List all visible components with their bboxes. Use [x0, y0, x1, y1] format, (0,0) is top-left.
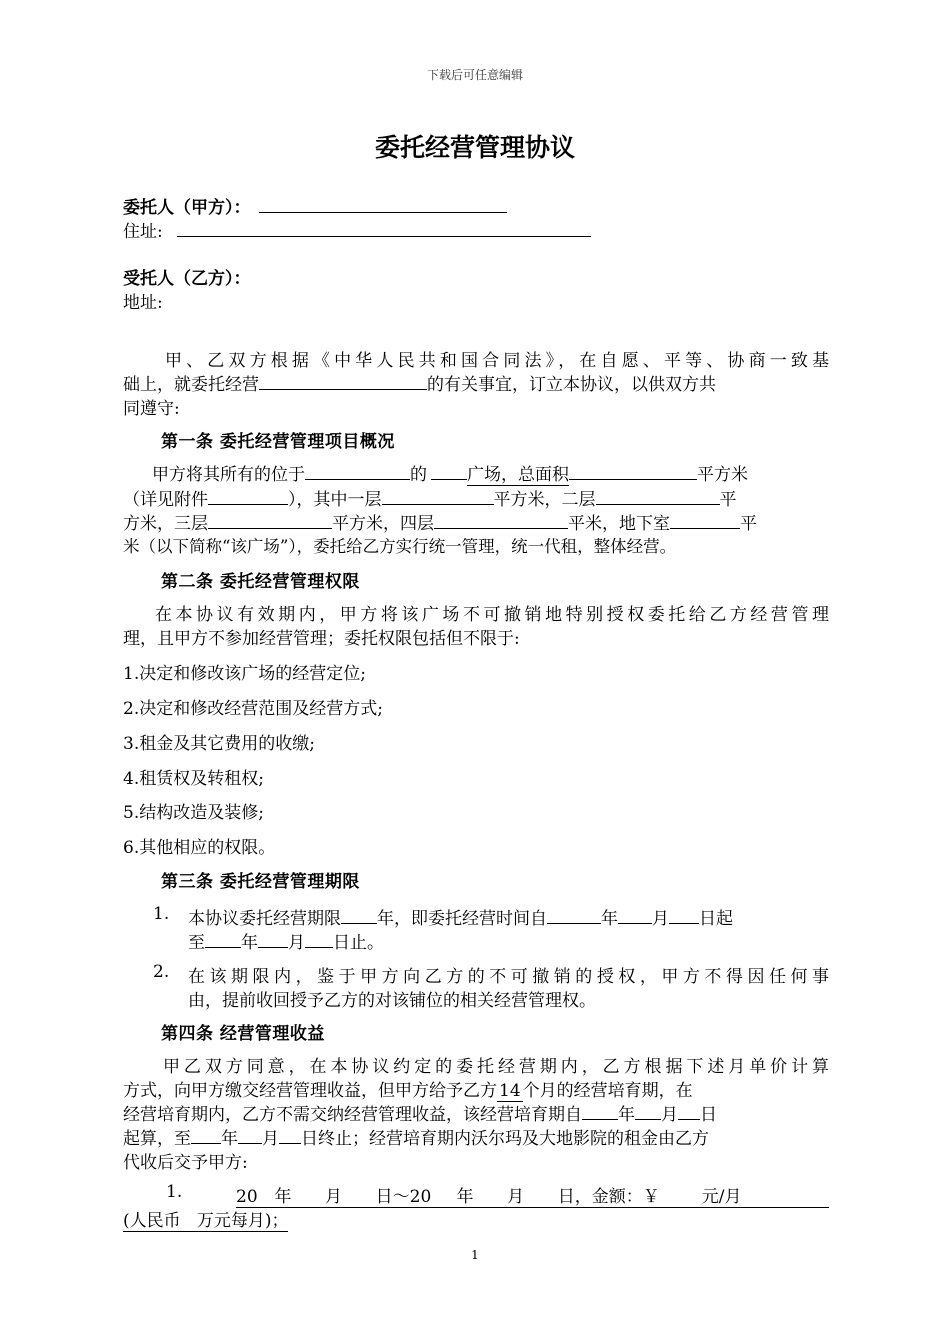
a1-text-f: ），其中一层 — [288, 490, 382, 510]
a1-floor3-blank[interactable] — [208, 513, 332, 529]
article-1-line-1 — [152, 460, 829, 485]
a1-text-d: 平方米 — [697, 465, 748, 485]
article-4-payment-line-2: (人民币 万元每月)； — [123, 1206, 288, 1232]
a3-start-month-blank[interactable] — [618, 908, 652, 924]
a4-start-day-blank[interactable] — [678, 1104, 700, 1120]
a1-text-e: （详见附件 — [123, 490, 208, 510]
a4-text-c: 经营培育期内，乙方不需交纳经营管理收益，该经营培育期自 — [123, 1105, 582, 1125]
a4-start-month-blank[interactable] — [635, 1104, 661, 1120]
a1-location-blank[interactable] — [305, 464, 410, 480]
a3-text-d: 月 — [652, 909, 669, 929]
party-a-label — [123, 193, 507, 218]
article-2-line-2: 理，且甲方不参加经营管理；委托权限包括但不限于: — [123, 629, 520, 649]
article-2-item-6: 6.其他相应的权限。 — [123, 838, 276, 858]
a3-text-a: 本协议委托经营期限 — [188, 909, 341, 929]
a3-end-year-blank[interactable] — [205, 932, 241, 948]
intro-line-2 — [123, 370, 829, 395]
a3-text-g: 年 — [241, 933, 258, 953]
article-2-heading: 第二条 委托经营管理权限 — [161, 572, 360, 592]
article-2-item-2: 2.决定和修改经营范围及经营方式; — [123, 699, 383, 719]
party-a-blank[interactable] — [259, 197, 507, 213]
a1-plaza-blank[interactable] — [431, 464, 467, 480]
article-4-line-5: 代收后交予甲方: — [123, 1153, 248, 1173]
page-number: 1 — [471, 1248, 479, 1262]
article-2-line-1: 在本协议有效期内，甲方将该广场不可撤销地特别授权委托给乙方经营管理 — [155, 605, 829, 625]
article-4-payment-line-1: 20 年 月 日～20 年 月 日，金额：￥ 元/月 — [236, 1182, 829, 1208]
a3-text-c: 年 — [601, 909, 618, 929]
a4-text-j: 日终止；经营培育期内沃尔玛及大地影院的租金由乙方 — [301, 1129, 709, 1149]
party-a-label-text: 委托人（甲方）： — [123, 198, 251, 218]
a1-text-b: 的 — [410, 465, 427, 485]
a4-start-year-blank[interactable] — [582, 1104, 618, 1120]
article-3-heading: 第三条 委托经营管理期限 — [161, 872, 360, 892]
article-3-item-1-number: 1. — [153, 904, 170, 924]
party-a-address — [123, 217, 591, 242]
a1-text-c: 广场，总面积 — [467, 465, 569, 485]
a4-months: 14 — [499, 1081, 521, 1101]
a4-text-g: 起算，至 — [123, 1129, 191, 1149]
article-2-item-3: 3.租金及其它费用的收缴; — [123, 734, 315, 754]
article-2-item-1: 1.决定和修改该广场的经营定位; — [123, 664, 366, 684]
intro-line-2a: 础上，就委托经营 — [123, 375, 259, 395]
a1-text-j: 平方米，四层 — [332, 514, 434, 534]
a4-end-day-blank[interactable] — [279, 1128, 301, 1144]
intro-line-3: 同遵守: — [123, 399, 180, 419]
article-4-line-1: 甲乙双方同意，在本协议约定的委托经营期内，乙方根据下述月单价计算 — [163, 1057, 829, 1077]
a1-floor1-blank[interactable] — [382, 489, 494, 505]
article-1-line-3 — [123, 509, 829, 534]
article-1-line-4: 米（以下简称“该广场”），委托给乙方实行统一管理，统一代租，整体经营。 — [123, 537, 677, 556]
a1-attachment-blank[interactable] — [208, 489, 288, 505]
intro-line-1: 甲、乙双方根据《中华人民共和国合同法》，在自愿、平等、协商一致基 — [165, 351, 829, 371]
a4-text-e: 月 — [661, 1105, 678, 1125]
a3-start-year-blank[interactable] — [547, 908, 601, 924]
a4-text-a: 方式，向甲方缴交经营管理收益，但甲方给予乙方 — [123, 1081, 497, 1101]
party-a-address-blank[interactable] — [177, 221, 591, 237]
a3-text-e: 日起 — [699, 909, 733, 929]
a4-end-month-blank[interactable] — [238, 1128, 262, 1144]
article-2-item-4: 4.租赁权及转租权; — [123, 769, 264, 789]
document-title: 委托经营管理协议 — [374, 133, 575, 162]
a3-years-blank[interactable] — [341, 908, 377, 924]
a1-area-blank[interactable] — [569, 464, 697, 480]
article-4-line-2 — [123, 1076, 829, 1101]
a1-basement-blank[interactable] — [670, 513, 740, 529]
a4-text-h: 年 — [221, 1129, 238, 1149]
article-3-item-2-line-1: 在该期限内，鉴于甲方向乙方的不可撤销的授权，甲方不得因任何事 — [188, 967, 829, 987]
a3-end-month-blank[interactable] — [258, 932, 288, 948]
article-4-line-4 — [123, 1124, 829, 1149]
a3-end-day-blank[interactable] — [305, 932, 333, 948]
a4-text-i: 月 — [262, 1129, 279, 1149]
article-1-line-2 — [123, 485, 829, 510]
party-a-address-label: 住址: — [123, 222, 163, 242]
article-3-item-2-line-2: 由，提前收回授予乙方的对该铺位的相关经营管理权。 — [188, 991, 596, 1011]
header-note: 下载后可任意编辑 — [426, 68, 523, 82]
a4-text-f: 日 — [700, 1105, 717, 1125]
a3-text-f: 至 — [188, 933, 205, 953]
a4-end-year-blank[interactable] — [191, 1128, 221, 1144]
party-b-address-label: 地址: — [123, 293, 163, 313]
article-4-heading: 第四条 经营管理收益 — [161, 1024, 325, 1044]
a4-text-d: 年 — [618, 1105, 635, 1125]
article-4-line-3 — [123, 1100, 829, 1125]
a3-text-b: 年，即委托经营时间自 — [377, 909, 547, 929]
a1-floor2-blank[interactable] — [596, 489, 720, 505]
a1-floor4-blank[interactable] — [434, 513, 568, 529]
article-4-payment-number: 1. — [166, 1182, 183, 1202]
a1-text-k: 平米，地下室 — [568, 514, 670, 534]
a1-text-a: 甲方将其所有的位于 — [152, 465, 305, 485]
a1-text-h: 平 — [719, 490, 737, 510]
a4-text-b: 个月的经营培育期，在 — [522, 1081, 693, 1101]
intro-blank[interactable] — [259, 374, 427, 390]
a3-start-day-blank[interactable] — [669, 908, 699, 924]
a1-text-i: 方米，三层 — [123, 514, 208, 534]
article-3-item-1-line-2 — [188, 928, 384, 953]
article-1-heading: 第一条 委托经营管理项目概况 — [161, 432, 395, 452]
party-b-label: 受托人（乙方）： — [123, 269, 251, 289]
a1-text-l: 平 — [740, 514, 757, 534]
article-3-item-1-line-1 — [188, 904, 733, 929]
article-2-item-5: 5.结构改造及装修; — [123, 803, 264, 823]
a3-text-i: 日止。 — [333, 933, 384, 953]
a1-text-g: 平方米，二层 — [493, 490, 596, 510]
a3-text-h: 月 — [288, 933, 305, 953]
intro-line-2b: 的有关事宜，订立本协议，以供双方共 — [427, 375, 716, 395]
article-3-item-2-number: 2. — [153, 962, 170, 982]
